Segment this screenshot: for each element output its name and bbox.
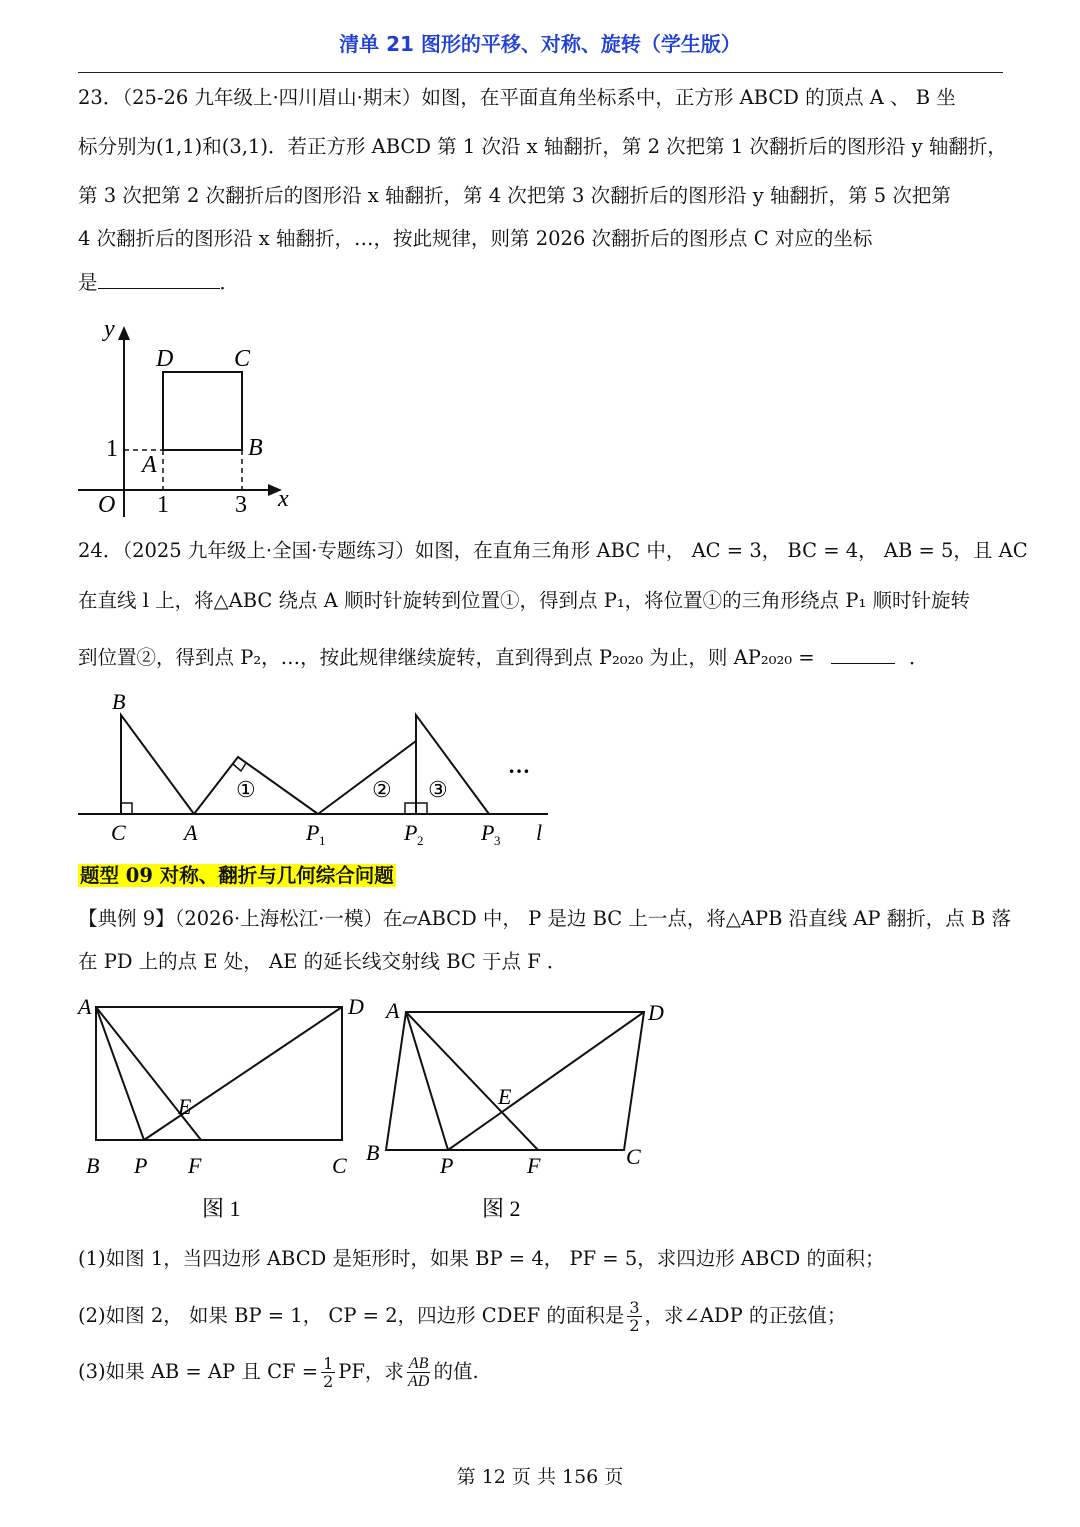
- example9-line-2: 在 PD 上的点 E 处， AE 的延长线交射线 BC 于点 F ．: [78, 950, 567, 973]
- q23-line-3: 第 3 次把第 2 次翻折后的图形沿 x 轴翻折，第 4 次把第 3 次翻折后的图形沿 y 轴翻折，第 5 次把第: [78, 184, 951, 207]
- label-a: A: [386, 998, 400, 1023]
- fraction-denominator: 2: [629, 1316, 640, 1335]
- label-y: y: [104, 316, 115, 342]
- label-c: C: [234, 346, 251, 372]
- example9-figure-1: [70, 990, 370, 1225]
- segment-pd: [144, 1007, 342, 1140]
- section-title: 题型 09 对称、翻折与几何综合问题: [80, 864, 394, 887]
- q23-line-5-end: ．: [219, 271, 240, 294]
- right-angle-2: [405, 803, 416, 814]
- triangle-1: [194, 757, 318, 814]
- square-abcd: [163, 372, 242, 450]
- triangle-2: [318, 741, 416, 814]
- q23-line-1: 23．（25-26 九年级上·四川眉山·期末）如图，在平面直角坐标系中，正方形 ABCD 的顶点 A 、 B 坐: [78, 86, 956, 109]
- label-d: D: [648, 1000, 664, 1025]
- label-f: F: [527, 1153, 541, 1178]
- figure-1-caption: 图 1: [202, 1196, 241, 1221]
- tick-x-3: 3: [235, 492, 247, 518]
- section-header: [78, 862, 396, 890]
- label-x: x: [278, 486, 289, 512]
- q24-answer-blank: [831, 643, 895, 664]
- segment-af: [406, 1012, 538, 1150]
- fraction-numerator: 1: [323, 1354, 334, 1373]
- fraction-numerator: AB: [408, 1355, 429, 1372]
- fraction-denominator: 2: [323, 1372, 334, 1391]
- q24-line-3-text: 到位置②，得到点 P₂，…，按此规律继续旋转，直到得到点 P₂₀₂₀ 为止，则 AP₂₀₂₀ =: [78, 646, 815, 669]
- label-p: P: [134, 1153, 148, 1178]
- ellipsis: …: [508, 753, 530, 778]
- label-p2: P: [404, 820, 418, 845]
- label-a: A: [184, 820, 198, 845]
- q24-line-1: 24．（2025 九年级上·全国·专题练习）如图，在直角三角形 ABC 中， AC = 3， BC = 4， AB = 5，且 AC: [78, 539, 1028, 562]
- page-footer: 第 12 页 共 156 页: [456, 1466, 624, 1488]
- fraction-denominator: AD: [408, 1373, 430, 1390]
- fraction-3-2: [627, 1299, 641, 1334]
- part-3-text-b: PF，求: [338, 1360, 404, 1383]
- tick-x-1: 1: [157, 492, 169, 518]
- label-p: P: [440, 1153, 454, 1178]
- label-b: B: [112, 689, 126, 714]
- fraction-1-2: [321, 1355, 335, 1390]
- q23-line-5-text: 是: [78, 271, 98, 294]
- tick-y-1: 1: [106, 436, 118, 462]
- segment-ap: [96, 1007, 144, 1140]
- figure-2-caption: 图 2: [482, 1196, 521, 1221]
- label-d: D: [156, 346, 174, 372]
- label-p3: P: [481, 820, 495, 845]
- example9-line-1: 【典例 9】（2026·上海松江·一模）在▱ABCD 中， P 是边 BC 上一点，将△APB 沿直线 AP 翻折，点 B 落: [78, 907, 1011, 930]
- label-c: C: [332, 1153, 347, 1178]
- label-a: A: [142, 452, 157, 478]
- example9-figure-2: [360, 990, 680, 1225]
- label-l: l: [536, 820, 543, 845]
- label-o: O: [98, 492, 116, 518]
- q24-line-3-end: ．: [909, 646, 929, 669]
- q24-rotation-figure: [70, 685, 560, 850]
- q23-answer-blank: [98, 268, 220, 289]
- example9-part-1: (1)如图 1，当四边形 ABCD 是矩形时，如果 BP = 4， PF = 5，求四边形 ABCD 的面积；: [78, 1247, 885, 1270]
- label-p1: P: [306, 820, 320, 845]
- part-2-text-a: (2)如图 2， 如果 BP = 1， CP = 2，四边形 CDEF 的面积是: [78, 1304, 625, 1327]
- q23-line-4: 4 次翻折后的图形沿 x 轴翻折，…，按此规律，则第 2026 次翻折后的图形点 C 对应的坐标: [78, 227, 873, 250]
- label-e: E: [498, 1084, 512, 1109]
- q24-line-2: 在直线 l 上，将△ABC 绕点 A 顺时针旋转到位置①，得到点 P₁，将位置①的三角形绕点 P₁ 顺时针旋转: [78, 589, 970, 612]
- header-rule: [78, 72, 1003, 73]
- label-c: C: [111, 820, 126, 845]
- label-e: E: [178, 1094, 192, 1119]
- q24-line-3: [78, 643, 929, 672]
- segment-af: [96, 1007, 201, 1140]
- label-c: C: [626, 1144, 641, 1169]
- label-a: A: [78, 994, 92, 1019]
- fraction-ab-ad: [407, 1355, 431, 1390]
- label-p3-sub: 3: [494, 833, 501, 848]
- segment-pd: [448, 1012, 644, 1150]
- position-1-label: ①: [236, 777, 256, 802]
- position-3-label: ③: [428, 777, 448, 802]
- q23-line-5: [78, 268, 239, 297]
- label-f: F: [188, 1153, 202, 1178]
- y-axis-arrow: [118, 326, 130, 340]
- fraction-numerator: 3: [629, 1298, 640, 1317]
- page-header-title: 清单 21 图形的平移、对称、旋转（学生版）: [339, 32, 741, 56]
- label-b: B: [86, 1153, 100, 1178]
- label-p1-sub: 1: [319, 833, 326, 848]
- right-angle-3: [416, 803, 427, 814]
- label-b: B: [366, 1140, 380, 1165]
- label-b: B: [248, 435, 263, 461]
- position-2-label: ②: [372, 777, 392, 802]
- rectangle-abcd: [96, 1007, 342, 1140]
- example9-part-2: [78, 1292, 846, 1340]
- label-p2-sub: 2: [417, 833, 424, 848]
- part-3-text-c: 的值.: [433, 1360, 479, 1383]
- q23-line-2: 标分别为(1,1)和(3,1)．若正方形 ABCD 第 1 次沿 x 轴翻折，第 2 次把第 1 次翻折后的图形沿 y 轴翻折，: [78, 135, 1007, 158]
- right-angle-1: [233, 763, 246, 771]
- part-2-text-b: ，求∠ADP 的正弦值；: [644, 1304, 847, 1327]
- label-d: D: [348, 994, 364, 1019]
- triangle-abc: [121, 715, 194, 814]
- right-angle-c: [121, 803, 132, 814]
- q23-coordinate-figure: [70, 312, 310, 524]
- triangle-3: [416, 715, 489, 814]
- part-3-text-a: (3)如果 AB = AP 且 CF =: [78, 1360, 319, 1383]
- example9-part-3: [78, 1348, 479, 1396]
